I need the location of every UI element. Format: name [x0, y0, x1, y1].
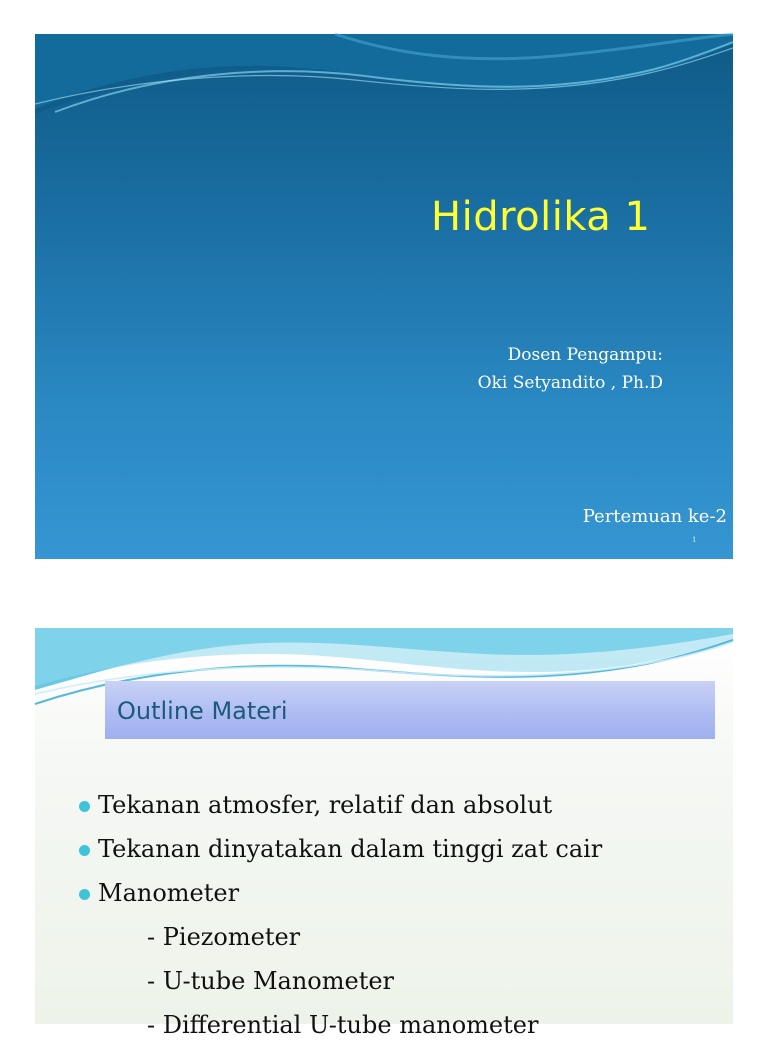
slide-title: Hidrolika 1	[431, 194, 651, 240]
lecturer-name: Oki Setyandito , Ph.D	[477, 373, 663, 393]
outline-slide	[35, 628, 733, 1039]
sub-item	[79, 915, 602, 959]
meeting-label: Pertemuan ke-2	[582, 506, 727, 527]
title-slide	[35, 34, 733, 559]
lecturer-block	[478, 341, 663, 397]
bullet-text: Manometer	[98, 879, 240, 907]
sub-item	[79, 1003, 602, 1047]
bullet-dot-icon	[79, 889, 90, 900]
bullet-text: Tekanan atmosfer, relatif dan absolut	[98, 791, 553, 819]
bullet-item	[79, 827, 602, 871]
sub-item-text: - Differential U-tube manometer	[147, 1011, 539, 1039]
page-number: 1	[692, 536, 697, 544]
wave-decoration	[35, 34, 733, 154]
sub-item-text: - U-tube Manometer	[147, 967, 395, 995]
bullet-dot-icon	[79, 801, 90, 812]
bullet-dot-icon	[79, 845, 90, 856]
bullet-list	[79, 783, 602, 1047]
sub-item-text: - Piezometer	[147, 923, 301, 951]
outline-title: Outline Materi	[117, 697, 288, 725]
outline-header	[105, 681, 715, 739]
sub-item	[79, 959, 602, 1003]
bullet-text: Tekanan dinyatakan dalam tinggi zat cair	[98, 835, 603, 863]
bullet-item	[79, 871, 602, 915]
bullet-item	[79, 783, 602, 827]
lecturer-label: Dosen Pengampu:	[507, 345, 663, 365]
